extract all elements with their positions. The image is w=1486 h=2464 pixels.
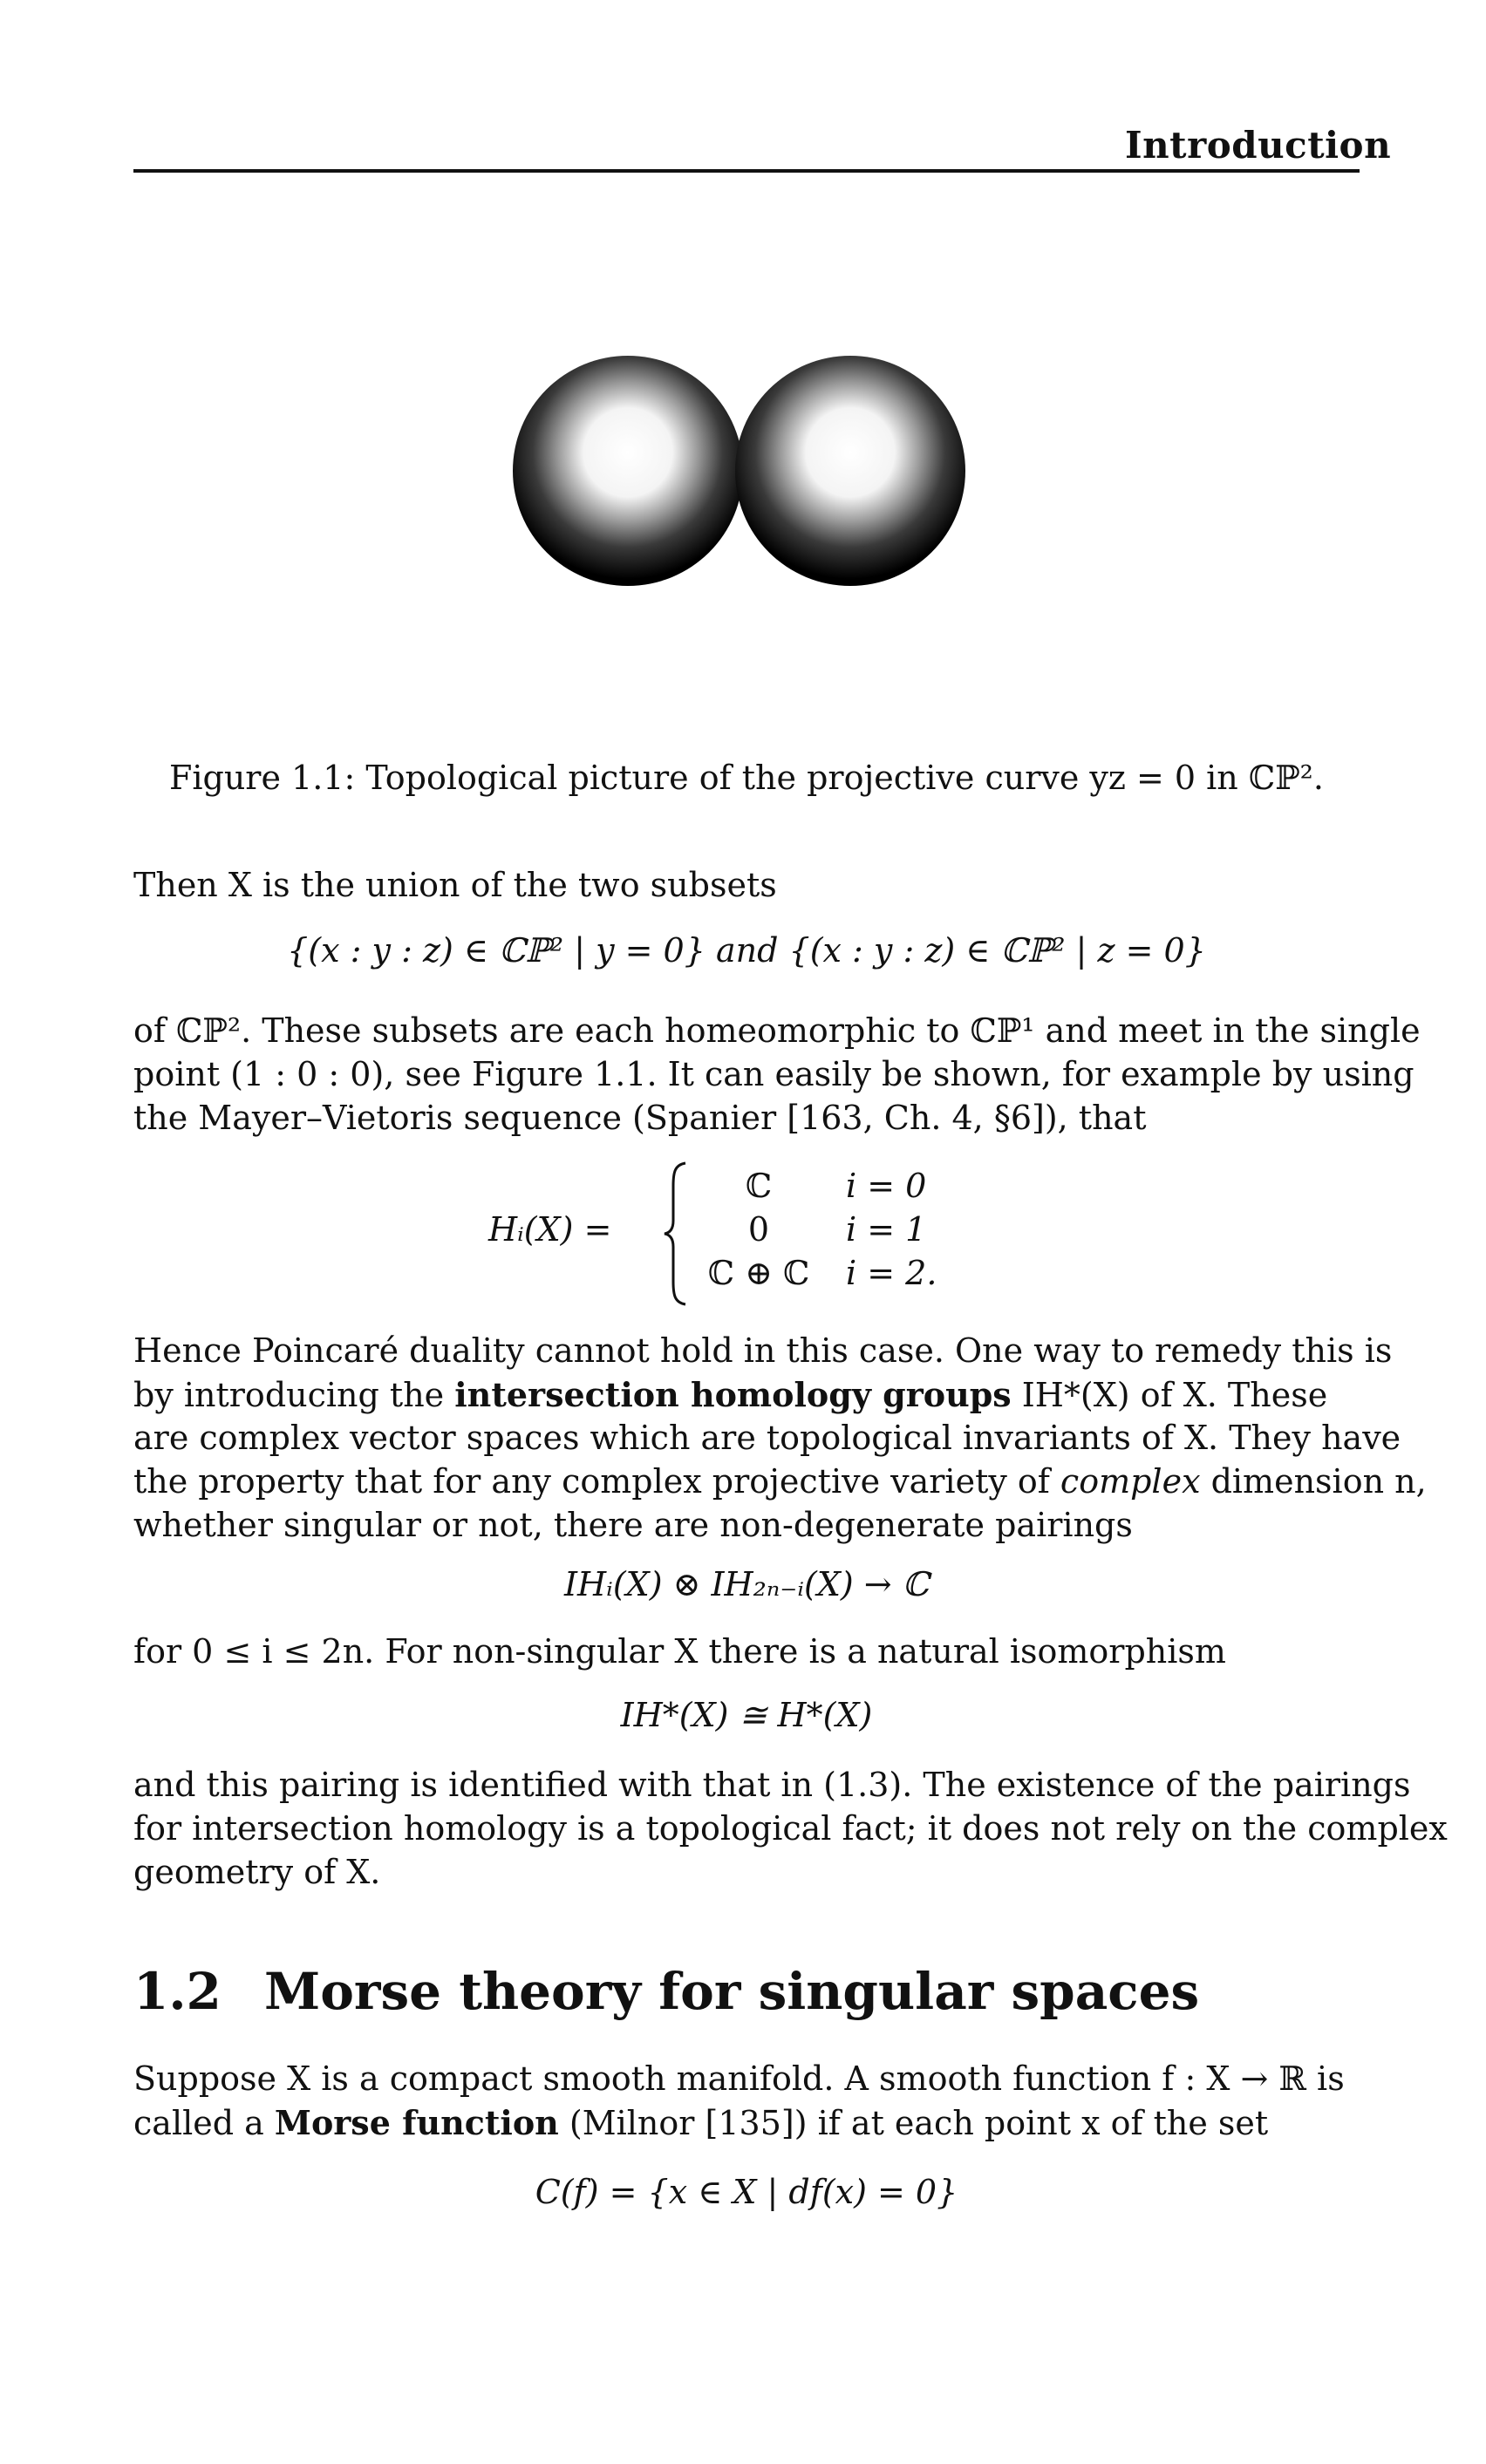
cases-row <box>698 1210 994 1254</box>
text-run: dimension n, <box>1200 1462 1427 1501</box>
paragraph-line <box>133 1375 1360 1414</box>
paragraph-line: for 0 ≤ i ≤ 2n. For non-singular X there is a natural isomorphism <box>133 1632 1226 1671</box>
header-rule <box>133 169 1360 173</box>
equation-subsets: {(x : y : z) ∈ ℂℙ² | y = 0} and {(x : y : z) ∈ ℂℙ² | z = 0} <box>287 931 1206 970</box>
cases-value: ℂ <box>745 1167 773 1205</box>
paragraph-line: are complex vector spaces which are topological invariants of X. They have <box>133 1419 1401 1457</box>
paragraph-line: the Mayer–Vietoris sequence (Spanier [163, Ch. 4, §6]), that <box>133 1099 1147 1137</box>
paragraph-line: point (1 : 0 : 0), see Figure 1.1. It can easily be shown, for example by using <box>133 1055 1414 1093</box>
paragraph-line: Suppose X is a compact smooth manifold. A smooth function f : X → ℝ is <box>133 2059 1345 2098</box>
cases-row <box>698 1254 994 1297</box>
text-run: the property that for any complex projective variety of <box>133 1462 1060 1501</box>
equation-pairing: IHᵢ(X) ⊗ IH₂ₙ₋ᵢ(X) → ℂ <box>564 1565 929 1603</box>
paragraph-line: geometry of X. <box>133 1853 381 1891</box>
equation-critical-set: C(f) = {x ∈ X | df(x) = 0} <box>535 2173 958 2211</box>
paragraph-line: and this pairing is identified with that in (1.3). The existence of the pairings <box>133 1766 1411 1804</box>
sphere-right <box>735 356 965 586</box>
text-run: IH*(X) of X. These <box>1011 1376 1328 1414</box>
text-run: (Milnor [135]) if at each point x of the set <box>558 2104 1269 2142</box>
left-brace-icon <box>663 1160 689 1308</box>
section-title: Morse theory for singular spaces <box>264 1962 1200 2021</box>
running-head: Introduction <box>1125 124 1392 167</box>
figure-torus-pinched-spheres <box>506 336 977 597</box>
emphasis-complex: complex <box>1060 1462 1201 1501</box>
paragraph-line: of ℂℙ². These subsets are each homeomorphic to ℂℙ¹ and meet in the single <box>133 1011 1421 1050</box>
text-run: called a <box>133 2104 275 2142</box>
equation-isomorphism: IH*(X) ≅ H*(X) <box>620 1696 873 1734</box>
paragraph-line <box>133 1462 1427 1501</box>
figure-caption: Figure 1.1: Topological picture of the projective curve yz = 0 in ℂℙ². <box>168 759 1324 797</box>
term-morse-function: Morse function <box>274 2103 559 2142</box>
cases-value: 0 <box>747 1210 770 1249</box>
paragraph-line <box>133 2103 1360 2142</box>
text-run: by introducing the <box>133 1376 455 1414</box>
sphere-left <box>513 356 743 586</box>
paragraph-line: Then X is the union of the two subsets <box>133 866 777 904</box>
section-heading <box>133 1962 1199 2021</box>
paragraph-line: whether singular or not, there are non-degenerate pairings <box>133 1506 1133 1544</box>
cases-condition: i = 1 <box>846 1210 927 1249</box>
paragraph-line: Hence Poincaré duality cannot hold in this case. One way to remedy this is <box>133 1331 1393 1370</box>
cases-value: ℂ ⊕ ℂ <box>707 1254 810 1292</box>
section-number: 1.2 <box>133 1962 222 2021</box>
cases-condition: i = 2. <box>846 1254 937 1292</box>
cases-lhs: Hᵢ(X) = <box>488 1210 612 1249</box>
equation-homology-cases <box>488 1160 1012 1308</box>
paragraph-line: for intersection homology is a topological fact; it does not rely on the complex <box>133 1809 1448 1848</box>
cases-condition: i = 0 <box>846 1167 927 1205</box>
cases-row <box>698 1167 994 1210</box>
term-intersection-homology-groups: intersection homology groups <box>454 1375 1012 1414</box>
